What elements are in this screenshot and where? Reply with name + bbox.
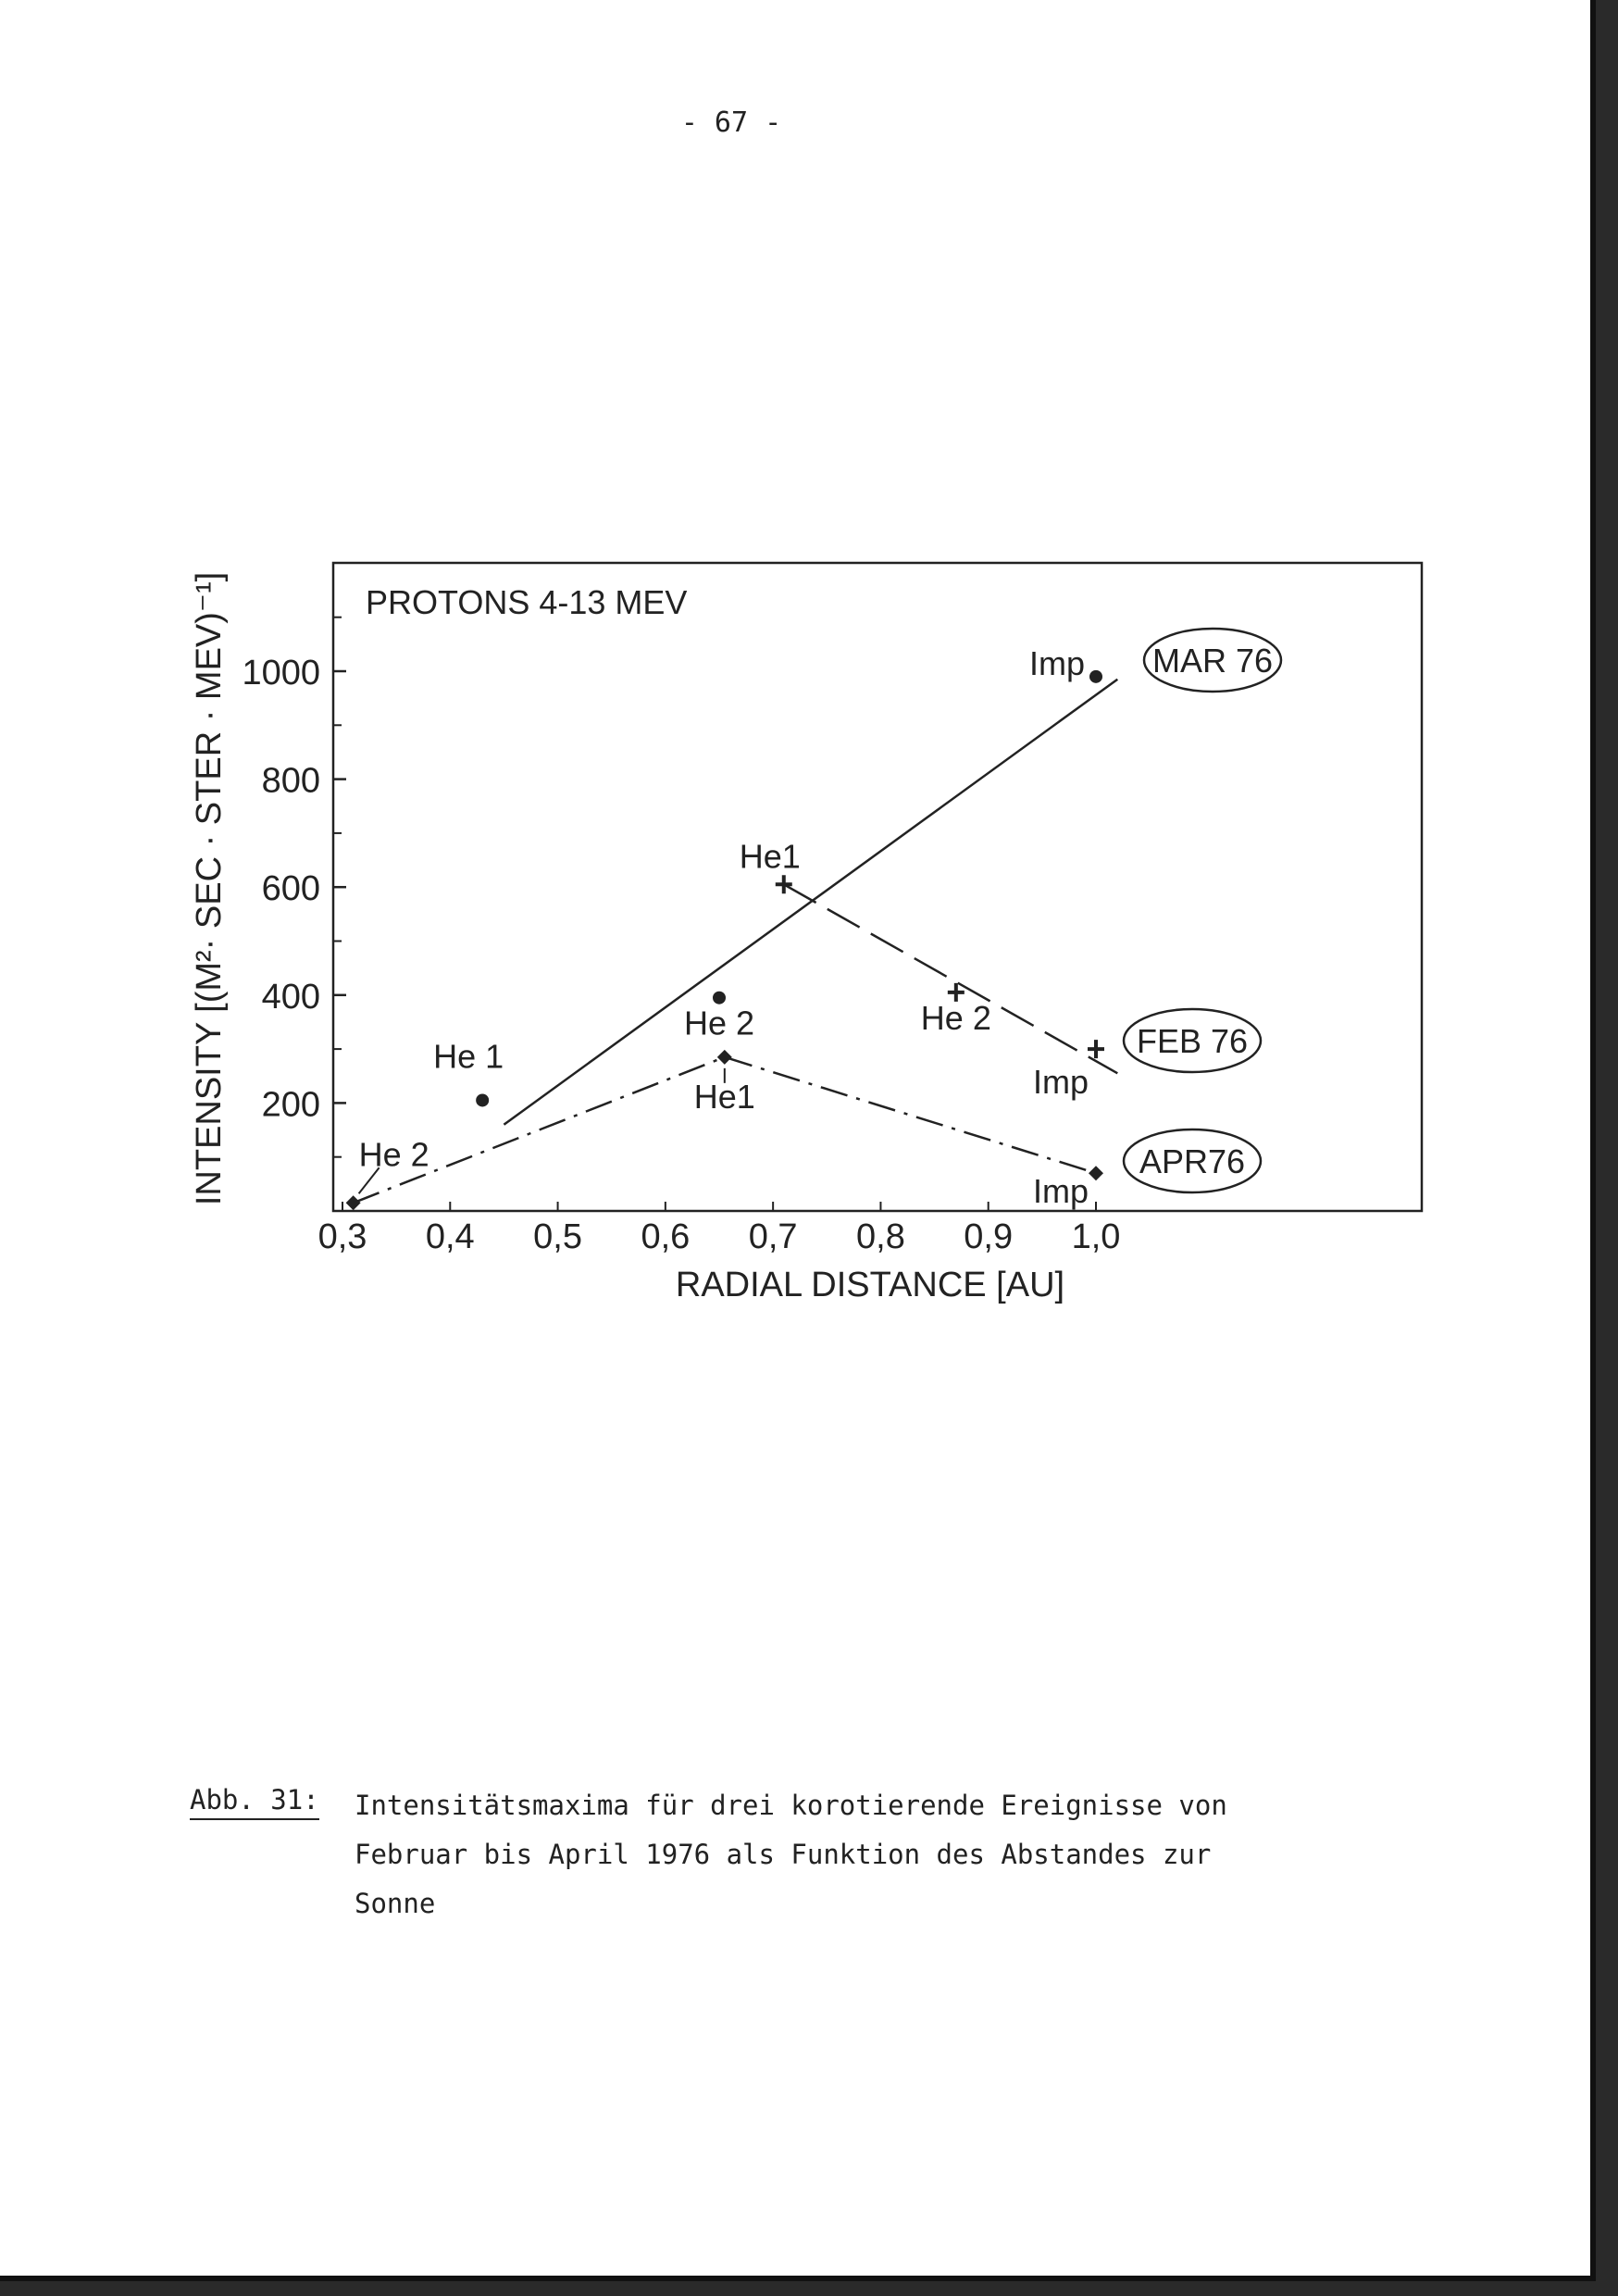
caption-line: Intensitätsmaxima für drei korotierende Ereignisse von [355,1790,1227,1821]
data-point [476,1093,489,1106]
y-tick-label: 1000 [242,654,320,693]
data-point [1088,1040,1104,1058]
series-feb76 [740,837,1261,1101]
series-name: APR76 [1139,1142,1246,1180]
point-label: He1 [739,837,801,876]
x-tick-label: 0,7 [748,1217,798,1256]
series-line [784,884,1118,1073]
y-axis-label: INTENSITY [(M²· SEC · STER · MEV)⁻¹] [190,571,229,1206]
caption-label: Abb. 31: [190,1781,319,1820]
y-tick-label: 400 [261,977,320,1017]
point-label: He 2 [920,998,991,1037]
data-point [717,1050,732,1065]
point-label: He 2 [358,1135,429,1174]
point-label: Imp [1032,1063,1089,1102]
y-tick-label: 600 [261,869,320,909]
panel-title: PROTONS 4-13 MEV [366,583,688,621]
data-point [346,1195,361,1210]
x-tick-label: 0,3 [317,1217,367,1256]
data-point [1089,670,1102,683]
x-tick-label: 0,5 [533,1217,582,1256]
caption-line: Sonne [355,1888,436,1919]
page-number: - 67 - [680,106,782,139]
caption-line: Februar bis April 1976 als Funktion des Abstandes zur [355,1839,1212,1870]
series-name: MAR 76 [1151,642,1274,680]
series-name: FEB 76 [1136,1022,1249,1060]
y-tick-label: 200 [261,1085,320,1125]
x-tick-label: 0,6 [641,1217,691,1256]
point-label: Imp [1032,1172,1089,1211]
y-tick-label: 800 [261,761,320,801]
data-point [776,875,792,893]
point-label: He1 [693,1077,755,1116]
x-axis-label: RADIAL DISTANCE [AU] [675,1266,1065,1304]
data-point [713,992,726,1004]
caption-body [355,1781,1326,1928]
x-tick-label: 1,0 [1071,1217,1121,1256]
point-label: He 1 [433,1037,504,1076]
series-line [504,680,1117,1125]
data-point [1089,1166,1103,1180]
x-tick-label: 0,9 [964,1217,1014,1256]
x-tick-label: 0,4 [425,1217,475,1256]
x-tick-label: 0,8 [856,1217,905,1256]
point-label: Imp [1028,643,1085,682]
point-label: He 2 [683,1004,755,1042]
